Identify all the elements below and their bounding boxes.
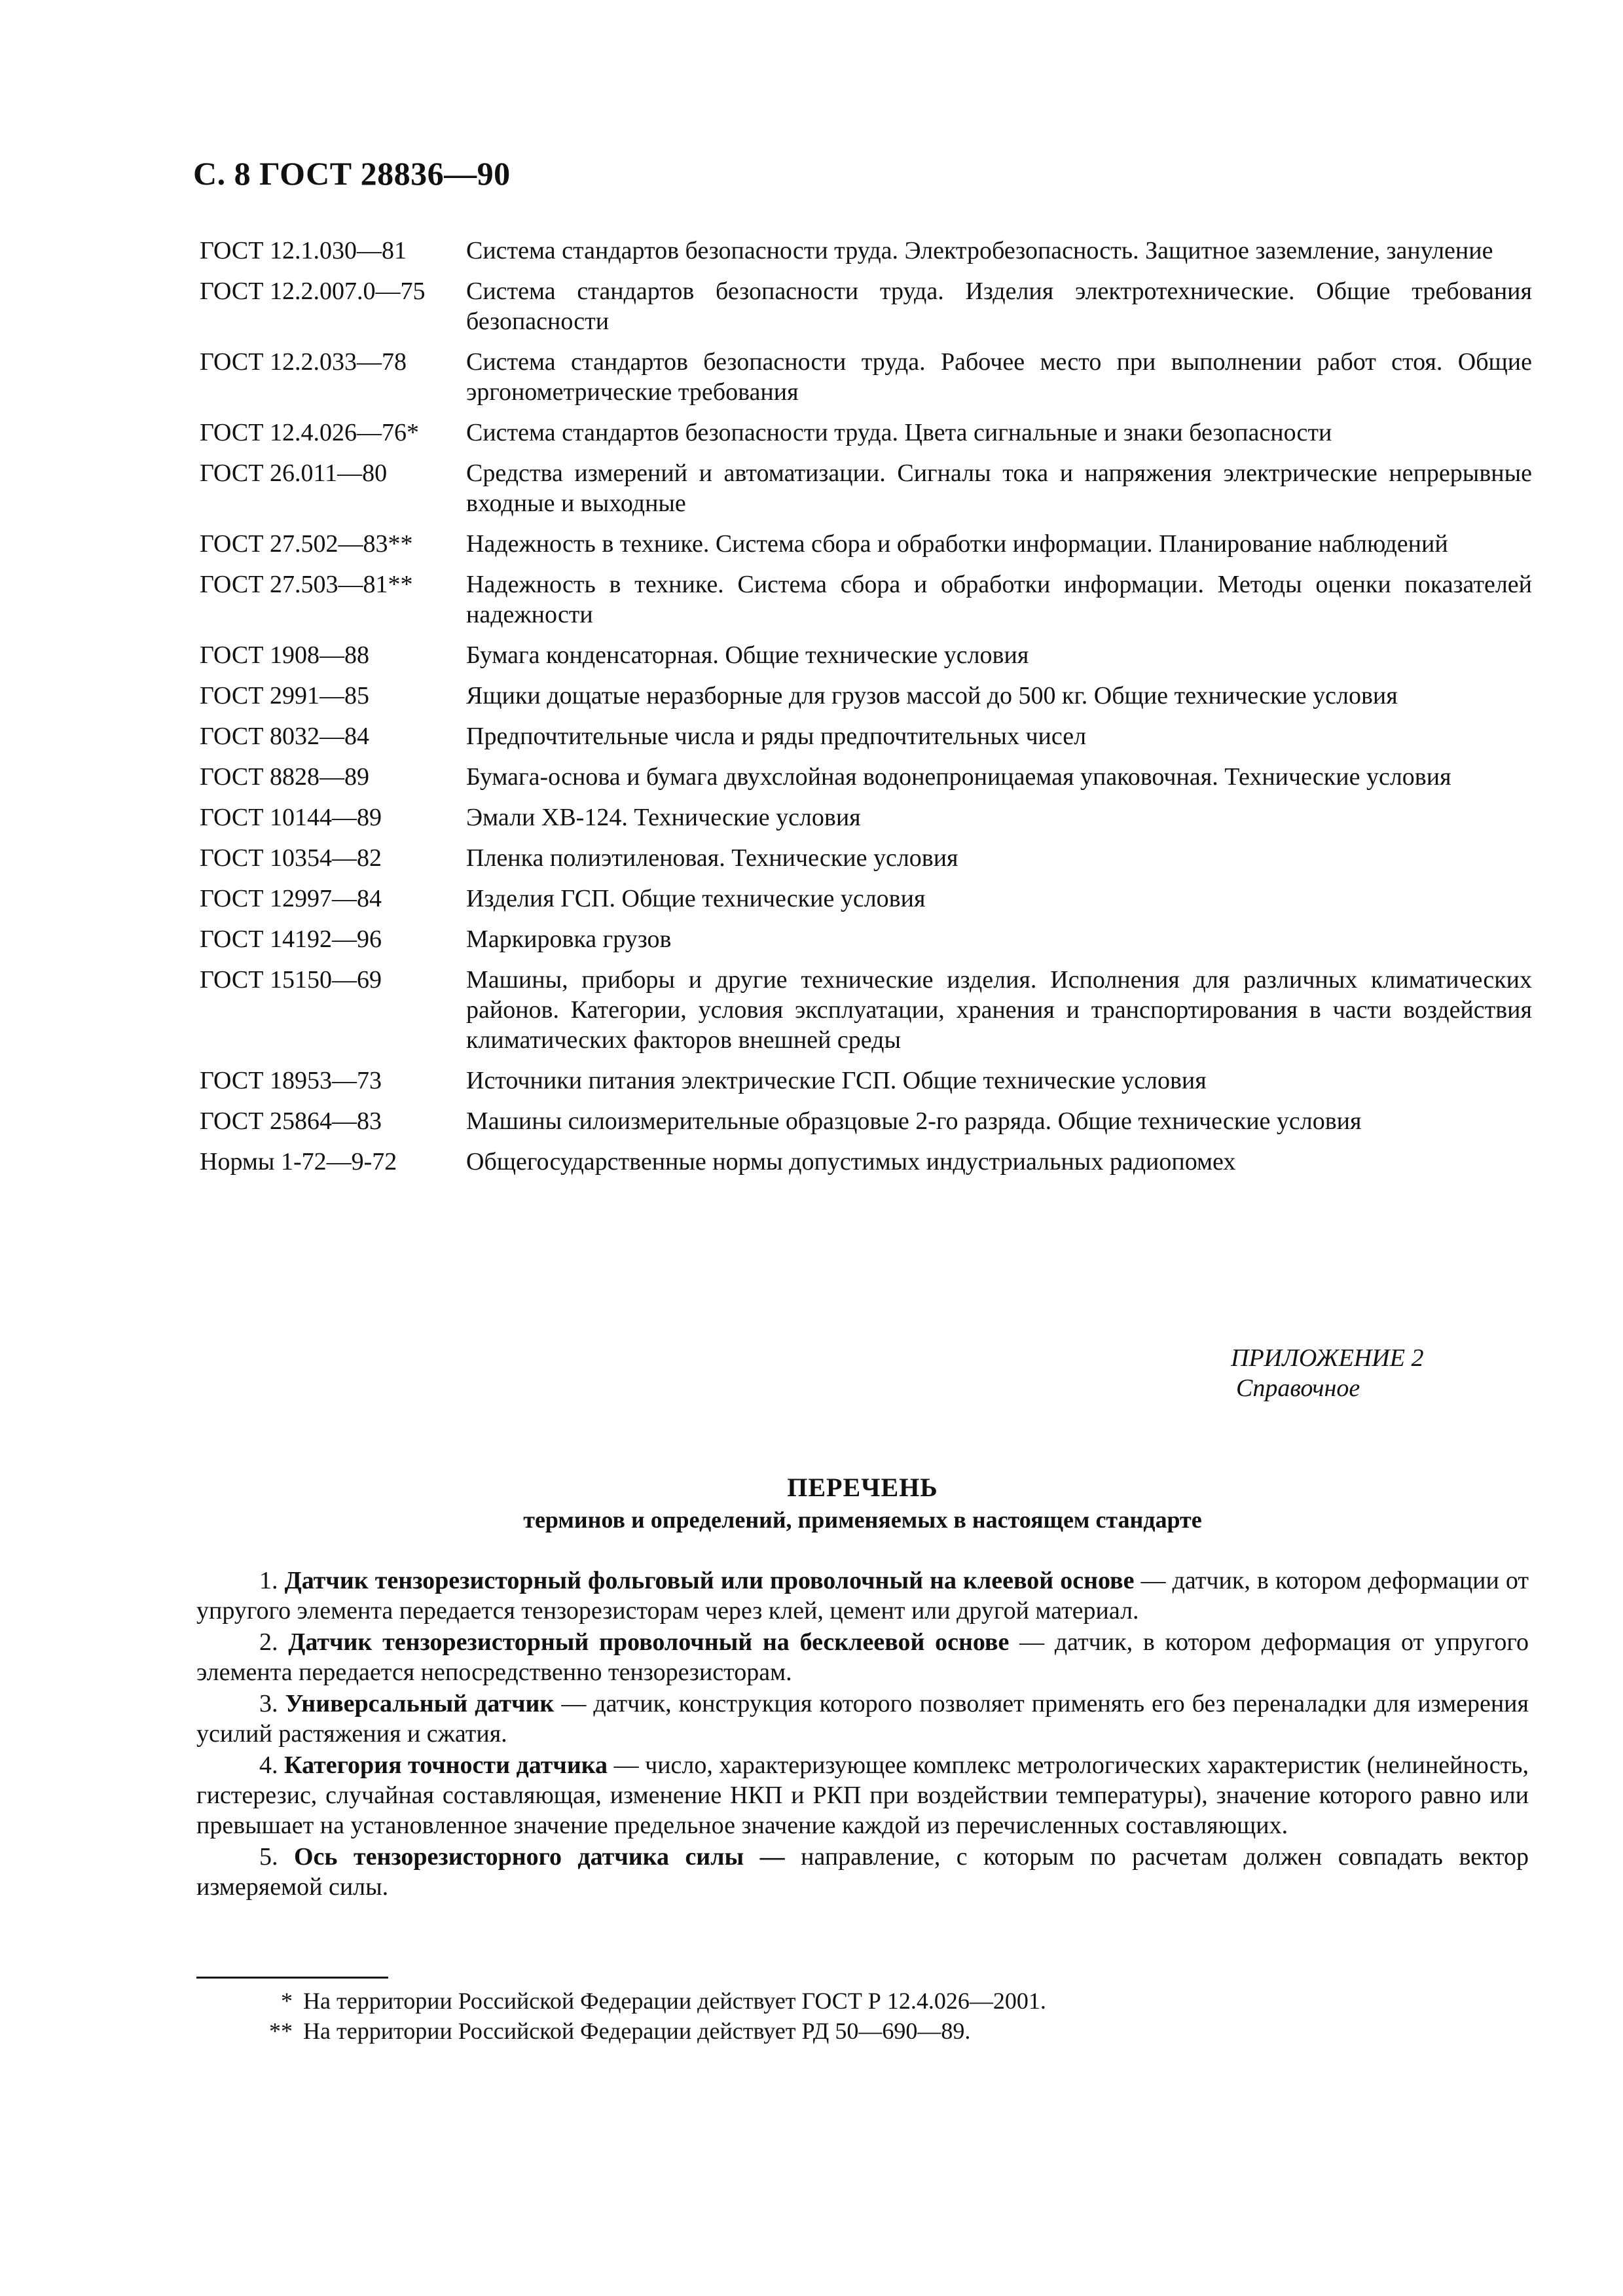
reference-code: ГОСТ 10144—89 bbox=[200, 804, 382, 831]
reference-code: ГОСТ 12.4.026—76* bbox=[200, 419, 419, 446]
term-separator bbox=[785, 1843, 801, 1871]
heading-subtitle: терминов и определений, применяемых в настоящем стандарте bbox=[523, 1507, 1202, 1533]
reference-row bbox=[200, 681, 1532, 711]
reference-title: Эмали ХВ-124. Технические условия bbox=[466, 804, 861, 831]
reference-code: ГОСТ 27.502—83** bbox=[200, 530, 413, 558]
reference-code: ГОСТ 12.2.007.0—75 bbox=[200, 278, 426, 305]
term-definition: направление, с которым по расчетам должен совпадать вектор измеряемой силы. bbox=[196, 1843, 1529, 1901]
reference-row bbox=[200, 640, 1532, 670]
term-separator: — bbox=[1134, 1567, 1173, 1594]
term-item bbox=[196, 1627, 1529, 1687]
reference-title: Система стандартов безопасности труда. Цвета сигнальные и знаки безопасности bbox=[466, 419, 1332, 446]
footnote-divider bbox=[196, 1977, 388, 1979]
appendix-kind: Справочное bbox=[1236, 1374, 1360, 1402]
appendix-number: ПРИЛОЖЕНИЕ 2 bbox=[1231, 1344, 1424, 1372]
reference-code: ГОСТ 1908—88 bbox=[200, 641, 369, 669]
reference-code: ГОСТ 8032—84 bbox=[200, 723, 369, 750]
reference-title: Ящики дощатые неразборные для грузов массой до 500 кг. Общие технические условия bbox=[466, 682, 1398, 709]
reference-title: Система стандартов безопасности труда. Изделия электротехнические. Общие требования безопасности bbox=[466, 278, 1532, 335]
reference-title: Маркировка грузов bbox=[466, 925, 672, 953]
reference-title: Средства измерений и автоматизации. Сигналы тока и напряжения электрические непрерывные входные и выходные bbox=[466, 459, 1532, 517]
reference-code: ГОСТ 25864—83 bbox=[200, 1107, 382, 1135]
footnote-mark: * bbox=[281, 1988, 293, 2014]
reference-code: Нормы 1-72—9-72 bbox=[200, 1148, 397, 1175]
reference-title: Система стандартов безопасности труда. Электробезопасность. Защитное заземление, зануление bbox=[466, 237, 1493, 264]
term-item bbox=[196, 1689, 1529, 1749]
reference-row bbox=[200, 1147, 1532, 1177]
term-item bbox=[196, 1842, 1529, 1902]
reference-title: Машины, приборы и другие технические изделия. Исполнения для различных климатических районов. Категории, условия эксплуатации, хранения и транспортирования в части воздействия климатических факторов внешней среды bbox=[466, 966, 1532, 1054]
reference-row bbox=[200, 418, 1532, 448]
term-name: Универсальный датчик bbox=[285, 1690, 555, 1717]
reference-code: ГОСТ 18953—73 bbox=[200, 1067, 382, 1094]
term-definition: датчик, конструкция которого позволяет применять его без переналадки для измерения усилий растяжения и сжатия. bbox=[196, 1690, 1529, 1748]
reference-code: ГОСТ 15150—69 bbox=[200, 966, 382, 994]
footnote-mark: ** bbox=[269, 2018, 293, 2044]
reference-row bbox=[200, 236, 1532, 266]
term-number: 2. bbox=[259, 1628, 278, 1656]
reference-row bbox=[200, 569, 1532, 630]
reference-title: Предпочтительные числа и ряды предпочтительных чисел bbox=[466, 723, 1087, 750]
reference-title: Общегосударственные нормы допустимых индустриальных радиопомех bbox=[466, 1148, 1236, 1175]
reference-title: Пленка полиэтиленовая. Технические условия bbox=[466, 844, 958, 872]
reference-row bbox=[200, 762, 1532, 792]
reference-code: ГОСТ 12.1.030—81 bbox=[200, 237, 407, 264]
reference-title: Машины силоизмерительные образцовые 2-го разряда. Общие технические условия bbox=[466, 1107, 1362, 1135]
reference-row bbox=[200, 843, 1532, 873]
reference-title: Изделия ГСП. Общие технические условия bbox=[466, 885, 926, 912]
reference-row bbox=[200, 965, 1532, 1055]
term-name: Категория точности датчика bbox=[284, 1751, 608, 1779]
reference-title: Бумага-основа и бумага двухслойная водонепроницаемая упаковочная. Технические условия bbox=[466, 763, 1451, 791]
term-definition: датчик, в котором деформация от упругого элемента передается непосредственно тензорезисторам. bbox=[196, 1628, 1529, 1686]
term-name: Датчик тензорезисторный проволочный на бесклеевой основе bbox=[288, 1628, 1010, 1656]
term-name: Ось тензорезисторного датчика силы — bbox=[293, 1843, 785, 1871]
references-table bbox=[200, 236, 1532, 1187]
term-number: 1. bbox=[259, 1567, 278, 1594]
footnote-text: На территории Российской Федерации действует ГОСТ Р 12.4.026—2001. bbox=[303, 1988, 1046, 2014]
reference-row bbox=[200, 1066, 1532, 1096]
reference-row bbox=[200, 529, 1532, 559]
term-number: 4. bbox=[259, 1751, 278, 1779]
footnote bbox=[196, 1986, 1529, 2016]
reference-row bbox=[200, 347, 1532, 407]
term-separator: — bbox=[1009, 1628, 1055, 1656]
reference-row bbox=[200, 884, 1532, 914]
term-separator: — bbox=[608, 1751, 646, 1779]
reference-code: ГОСТ 8828—89 bbox=[200, 763, 369, 791]
reference-code: ГОСТ 26.011—80 bbox=[200, 459, 388, 487]
term-item bbox=[196, 1566, 1529, 1626]
reference-row bbox=[200, 276, 1532, 336]
term-name: Датчик тензорезисторный фольговый или проволочный на клеевой основе bbox=[284, 1567, 1135, 1594]
footnote bbox=[196, 2016, 1529, 2046]
term-separator: — bbox=[554, 1690, 594, 1717]
reference-row bbox=[200, 924, 1532, 954]
reference-code: ГОСТ 12.2.033—78 bbox=[200, 348, 407, 376]
reference-code: ГОСТ 12997—84 bbox=[200, 885, 382, 912]
reference-row bbox=[200, 802, 1532, 833]
footnote-text: На территории Российской Федерации действует РД 50—690—89. bbox=[303, 2018, 971, 2044]
reference-title: Надежность в технике. Система сбора и обработки информации. Планирование наблюдений bbox=[466, 530, 1448, 558]
reference-title: Система стандартов безопасности труда. Рабочее место при выполнении работ стоя. Общие эргонометрические требования bbox=[466, 348, 1532, 406]
term-item bbox=[196, 1750, 1529, 1840]
reference-row bbox=[200, 721, 1532, 751]
reference-row bbox=[200, 1106, 1532, 1136]
reference-code: ГОСТ 2991—85 bbox=[200, 682, 369, 709]
appendix-label bbox=[1231, 1343, 1423, 1403]
reference-title: Источники питания электрические ГСП. Общие технические условия bbox=[466, 1067, 1207, 1094]
reference-code: ГОСТ 27.503—81** bbox=[200, 571, 413, 598]
term-definition: число, характеризующее комплекс метрологических характеристик (нелинейность, гистерезис, случайная составляющая, изменение НКП и РКП при воздействии температуры), значение которого равно или превышает на установленное значение предельное значение каждой из перечисленных составляющих. bbox=[196, 1751, 1529, 1839]
term-number: 5. bbox=[259, 1843, 278, 1871]
page-header: С. 8 ГОСТ 28836—90 bbox=[193, 155, 511, 192]
heading-title: ПЕРЕЧЕНЬ bbox=[787, 1473, 938, 1502]
term-number: 3. bbox=[259, 1690, 278, 1717]
reference-title: Надежность в технике. Система сбора и обработки информации. Методы оценки показателей надежности bbox=[466, 571, 1532, 628]
reference-title: Бумага конденсаторная. Общие технические условия bbox=[466, 641, 1029, 669]
footnotes bbox=[196, 1986, 1529, 2046]
term-definition: датчик, в котором деформации от упругого элемента передается тензорезисторам через клей, цемент или другой материал. bbox=[196, 1567, 1529, 1624]
terms-list bbox=[196, 1566, 1529, 1903]
reference-code: ГОСТ 10354—82 bbox=[200, 844, 382, 872]
section-heading bbox=[196, 1471, 1529, 1535]
reference-code: ГОСТ 14192—96 bbox=[200, 925, 382, 953]
reference-row bbox=[200, 458, 1532, 518]
